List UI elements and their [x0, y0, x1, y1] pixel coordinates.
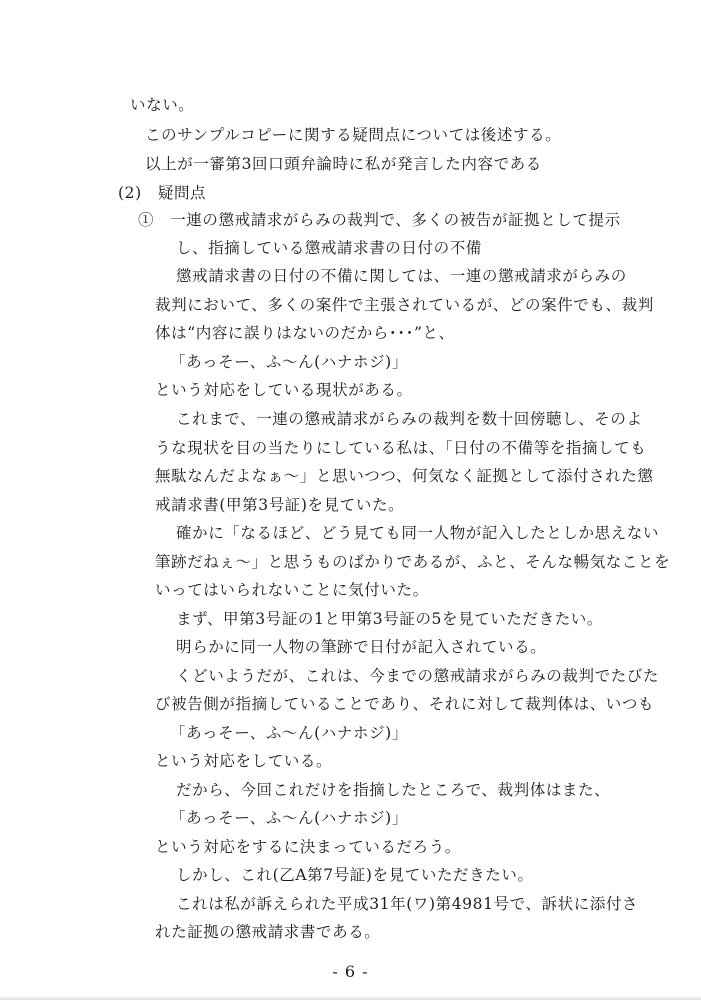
- text-line-22: び被告側が指摘していることであり、それに対して裁判体は、いつも: [155, 695, 655, 713]
- text-line-28: しかし、これ(乙A第7号証)を見ていただきたい。: [176, 866, 534, 884]
- text-line-3: 以上が一審第3回口頭弁論時に私が発言した内容である: [145, 155, 542, 173]
- text-line-20: 明らかに同一人物の筆跡で日付が記入されている。: [176, 638, 547, 656]
- text-line-6: し、指摘している懲戒請求書の日付の不備: [176, 239, 482, 257]
- section-heading: (2) 疑問点: [118, 184, 207, 202]
- text-line-26: 「あっそー、ふ～ん(ハナホジ)」: [170, 809, 408, 827]
- text-line-19: まず、甲第3号証の1と甲第3号証の5を見ていただきたい。: [176, 610, 604, 628]
- text-line-30: れた証拠の懲戒請求書である。: [155, 923, 381, 941]
- text-line-24: という対応をしている。: [155, 752, 333, 770]
- text-line-5: ① 一連の懲戒請求がらみの裁判で、多くの被告が証拠として提示: [138, 211, 621, 229]
- text-line-16: 確かに「なるほど、どう見ても同一人物が記入したとしか思えない: [176, 524, 660, 542]
- text-line-12: これまで、一連の懲戒請求がらみの裁判を数十回傍聴し、そのよ: [176, 410, 643, 428]
- text-line-14: 無駄なんだよなぁ～」と思いつつ、何気なく証拠として添付された懲: [155, 467, 654, 485]
- text-line-13: うな現状を目の当たりにしている私は、「日付の不備等を指摘しても: [155, 439, 647, 457]
- text-line-27: という対応をするに決まっているだろう。: [155, 838, 461, 856]
- text-line-9: 体は“内容に誤りはないのだから･･･”と、: [155, 324, 455, 342]
- text-line-29: これは私が訴えられた平成31年(ワ)第4981号で、訴状に添付さ: [176, 895, 639, 913]
- text-line-10: 「あっそー、ふ～ん(ハナホジ)」: [170, 353, 408, 371]
- text-line-8: 裁判において、多くの案件で主張されているが、どの案件でも、裁判: [155, 296, 654, 314]
- text-line-17: 筆跡だねぇ～」と思うものばかりであるが、ふと、そんな暢気なことを: [155, 553, 671, 571]
- text-line-1: いない。: [130, 96, 195, 114]
- text-line-21: くどいようだが、これは、今までの懲戒請求がらみの裁判でたびた: [176, 667, 660, 685]
- page-number: - 6 -: [332, 962, 369, 981]
- text-line-2: このサンプルコピーに関する疑問点については後述する。: [145, 126, 562, 144]
- text-line-23: 「あっそー、ふ～ん(ハナホジ)」: [170, 724, 408, 742]
- text-line-15: 戒請求書(甲第3号証)を見ていた。: [155, 496, 405, 514]
- text-line-25: だから、今回これだけを指摘したところで、裁判体はまた、: [176, 781, 611, 799]
- text-line-7: 懲戒請求書の日付の不備に関しては、一連の懲戒請求がらみの: [176, 267, 627, 285]
- scan-edge-shadow: [0, 996, 701, 1000]
- text-line-11: という対応をしている現状がある。: [155, 381, 413, 399]
- text-line-18: いってはいられないことに気付いた。: [155, 581, 429, 599]
